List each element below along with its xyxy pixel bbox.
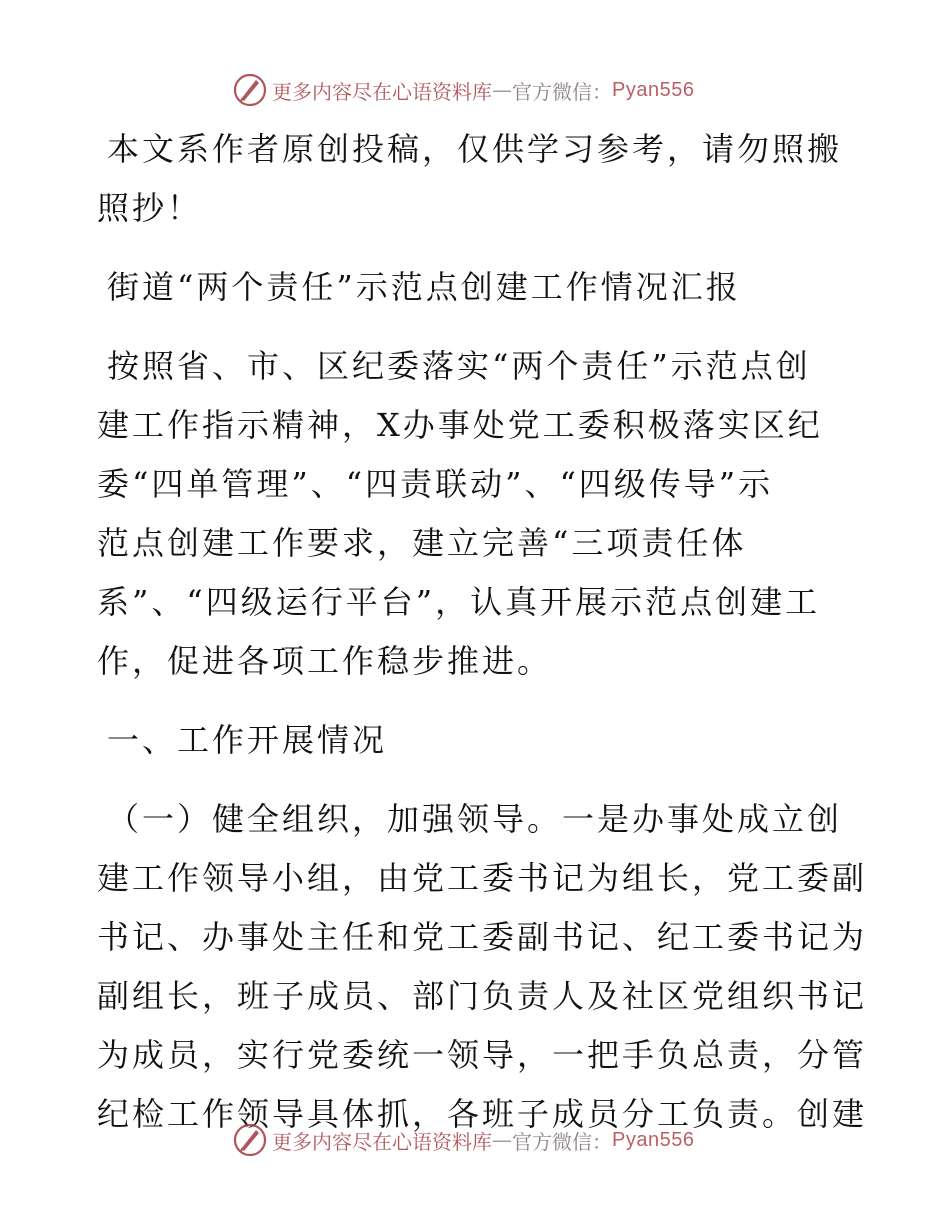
watermark-site-text: 更多内容尽在心语资料库 (272, 79, 492, 104)
paragraph-gap (97, 317, 857, 337)
document-title: 街道“两个责任”示范点创建工作情况汇报 (107, 268, 741, 306)
header-watermark (232, 70, 694, 110)
subsection-line: 为成员，实行党委统一领导，一把手负总责，分管 (97, 1036, 868, 1074)
section-heading: 一、工作开展情况 (107, 721, 388, 759)
notice-line: 照抄！ (97, 189, 203, 227)
intro-line: 按照省、市、区纪委落实“两个责任”示范点创 (107, 347, 811, 385)
document-body (97, 120, 868, 1144)
intro-line: 系”、“四级运行平台”，认真开展示范点创建工 (97, 583, 821, 621)
watermark-label: 官方微信： (512, 1129, 612, 1154)
intro-line: 委“四单管理”、“四责联动”、“四级传导”示 (97, 465, 774, 503)
intro-line: 范点创建工作要求，建立完善“三项责任体 (97, 524, 747, 562)
paragraph-gap (97, 691, 857, 711)
subsection-line: 纪检工作领导具体抓，各班子成员分工负责。创建 (97, 1095, 868, 1133)
quill-logo-icon (232, 1122, 268, 1158)
watermark-wechat-id: Pyan556 (612, 78, 695, 101)
subsection-line: 建工作领导小组，由党工委书记为组长，党工委副 (97, 859, 868, 897)
intro-line: 建工作指示精神，X办事处党工委积极落实区纪 (97, 406, 823, 444)
watermark-site-text: 更多内容尽在心语资料库 (272, 1129, 492, 1154)
quill-logo-icon (232, 72, 268, 108)
subsection-line: （一）健全组织，加强领导。一是办事处成立创 (107, 800, 843, 838)
watermark-wechat-id: Pyan556 (612, 1128, 695, 1151)
intro-line: 作，促进各项工作稳步推进。 (97, 642, 553, 680)
intro-paragraph (97, 337, 857, 691)
notice-line: 本文系作者原创投稿，仅供学习参考，请勿照搬 (107, 130, 843, 168)
footer-watermark (232, 1120, 694, 1160)
subsection-line: 书记、办事处主任和党工委副书记、纪工委书记为 (97, 918, 868, 956)
subsection-line: 副组长，班子成员、部门负责人及社区党组织书记 (97, 977, 868, 1015)
watermark-separator: — (492, 78, 512, 102)
paragraph-gap (97, 770, 857, 790)
watermark-separator: — (492, 1128, 512, 1152)
watermark-label: 官方微信： (512, 79, 612, 104)
subsection-paragraph (97, 790, 868, 1144)
paragraph-gap (97, 238, 857, 258)
notice-paragraph (97, 120, 857, 238)
